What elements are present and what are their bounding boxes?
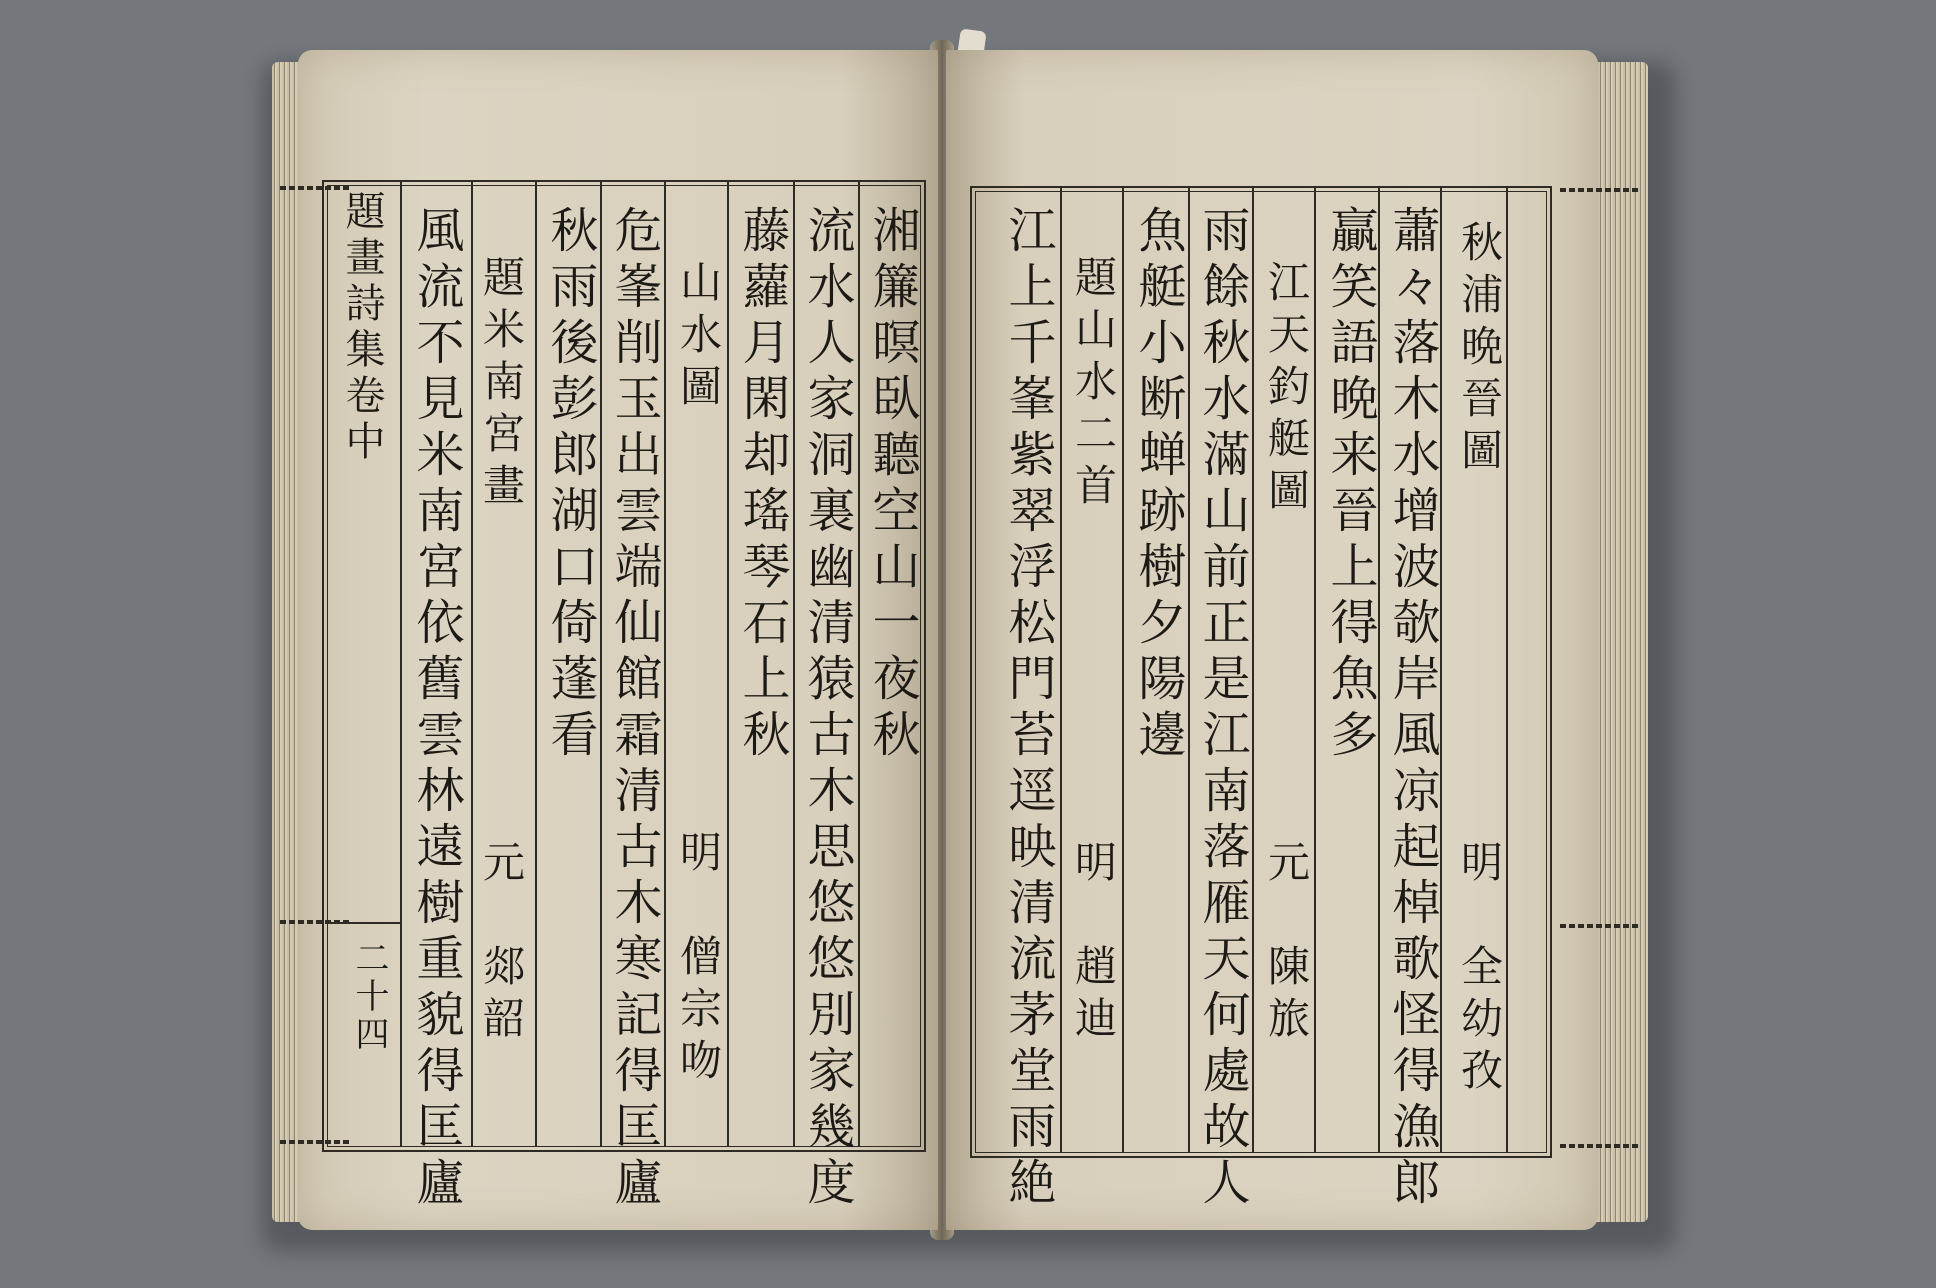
right-column-11: 江上千峯紫翠浮松門苔逕映清流茅堂雨絶 xyxy=(1000,205,1056,1213)
right-rule-4 xyxy=(1314,188,1316,1152)
right-rule-5 xyxy=(1252,188,1254,1152)
right-rule-2 xyxy=(1440,188,1442,1152)
right-column-3: 蕭々落木水增波欹岸風凉起棹歌怪得漁郎 xyxy=(1384,205,1440,1213)
left-column-3: 藤蘿月閑却瑤琴石上秋 xyxy=(734,205,790,765)
left-rule-7 xyxy=(793,182,795,1146)
right-column-4: 贏笑語晩来晉上得魚多 xyxy=(1322,205,1378,765)
right-column-8: 魚艇小断蝉跡樹夕陽邊 xyxy=(1130,205,1186,765)
left-footer-rule xyxy=(330,922,400,924)
right-dash-middle xyxy=(1560,924,1640,928)
left-column-9: 元 郯韶 xyxy=(477,840,526,1048)
left-column-1: 湘簾暝臥聽空山一夜秋 xyxy=(864,205,920,765)
left-rule-5 xyxy=(664,182,666,1146)
right-column-1: 秋浦晩晉圖 xyxy=(1455,220,1504,480)
left-rule-4 xyxy=(600,182,602,1146)
right-rule-3 xyxy=(1378,188,1380,1152)
running-title: 題畫詩集卷中 xyxy=(339,190,385,466)
right-column-9: 題山水二首 xyxy=(1069,255,1118,515)
right-column-6: 元 陳旅 xyxy=(1262,840,1311,1048)
left-column-7: 秋雨後彭郎湖口倚蓬看 xyxy=(542,205,598,765)
right-dash-bottom xyxy=(1560,1144,1640,1148)
left-rule-8 xyxy=(858,182,860,1146)
right-rule-7 xyxy=(1122,188,1124,1152)
left-dash-bottom xyxy=(280,1140,350,1144)
right-rule-6 xyxy=(1188,188,1190,1152)
left-column-10: 風流不見米南宮依舊雲林遠樹重貌得匡廬 xyxy=(408,205,464,1213)
left-column-8: 題米南宮畫 xyxy=(477,255,526,515)
left-column-4: 山水圖 xyxy=(674,260,723,416)
right-dash-top xyxy=(1560,188,1640,192)
left-column-6: 危峯削玉出雲端仙館霜清古木寒記得匡廬 xyxy=(606,205,662,1213)
right-rule-1 xyxy=(1506,188,1508,1152)
left-column-5: 明 僧宗吻 xyxy=(674,830,723,1090)
right-column-7: 雨餘秋水滿山前正是江南落雁天何處故人 xyxy=(1194,205,1250,1213)
left-rule-6 xyxy=(727,182,729,1146)
right-column-10: 明 趙迪 xyxy=(1069,840,1118,1048)
left-column-2: 流水人家洞裏幽清猿古木思悠悠別家幾度 xyxy=(799,205,855,1213)
right-column-2: 明 全幼孜 xyxy=(1455,840,1504,1100)
page-number: 二十四 xyxy=(349,940,389,1054)
left-rule-2 xyxy=(471,182,473,1146)
right-column-5: 江天釣艇圖 xyxy=(1262,260,1311,520)
left-rule-1 xyxy=(400,182,402,1146)
left-rule-3 xyxy=(535,182,537,1146)
right-rule-8 xyxy=(1060,188,1062,1152)
